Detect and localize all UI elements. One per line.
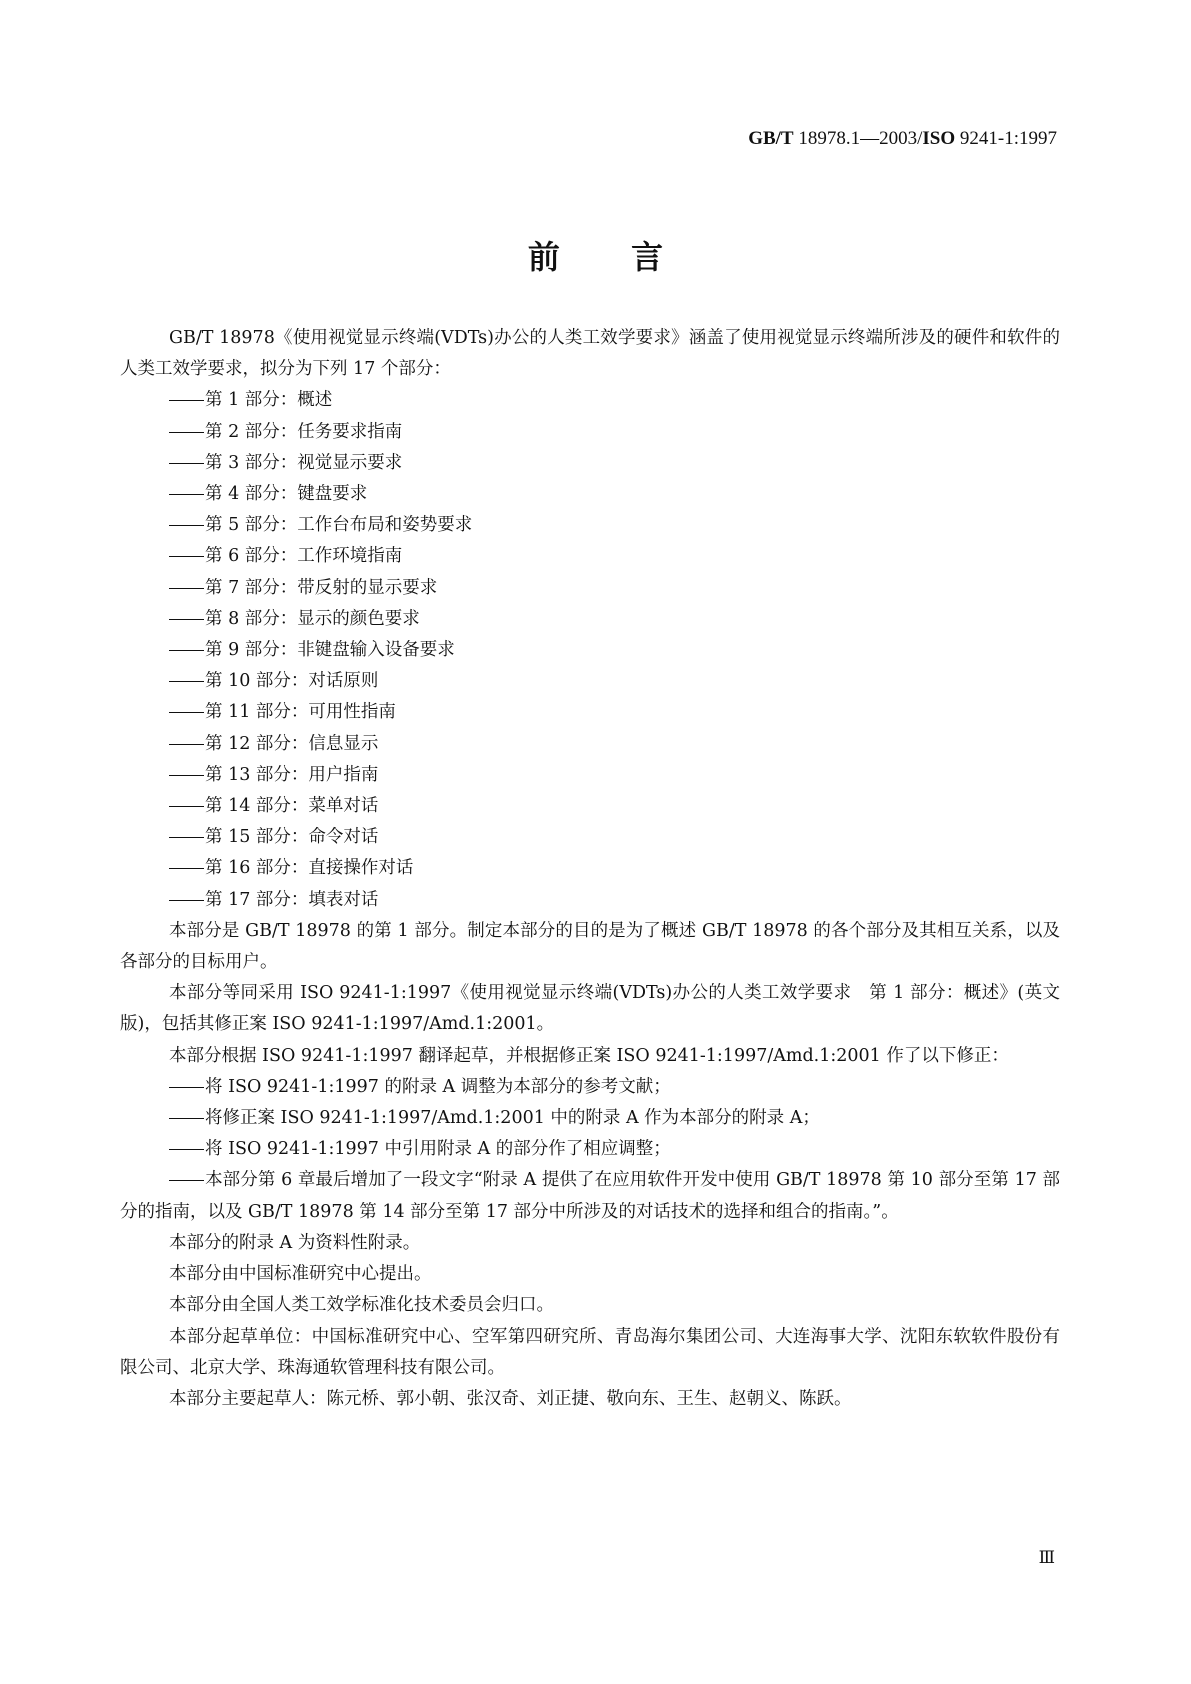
dash-mark	[169, 900, 204, 901]
list-item: 第 3 部分：视觉显示要求	[120, 448, 1060, 479]
dash-mark	[169, 1087, 204, 1088]
dash-mark	[169, 1180, 204, 1181]
dash-mark	[169, 494, 204, 495]
dash-mark	[169, 1149, 204, 1150]
parts-list	[120, 385, 1060, 915]
management-paragraph: 本部分由全国人类工效学标准化技术委员会归口。	[169, 1295, 554, 1316]
dash-mark	[169, 744, 204, 745]
dash-mark	[169, 400, 204, 401]
list-item: 第 1 部分：概述	[120, 385, 1060, 416]
list-item: 第 6 部分：工作环境指南	[120, 541, 1060, 572]
list-item: 第 16 部分：直接操作对话	[120, 853, 1060, 884]
standard-code	[748, 128, 1057, 150]
dash-mark	[169, 463, 204, 464]
list-item: 第 9 部分：非键盘输入设备要求	[120, 635, 1060, 666]
list-item: 第 2 部分：任务要求指南	[120, 417, 1060, 448]
standard-code-prefix: GB/T	[748, 128, 794, 149]
dash-mark	[169, 525, 204, 526]
dash-mark	[169, 1118, 204, 1119]
iso-code-number: 9241-1:1997	[959, 128, 1057, 149]
list-item: 本部分第 6 章最后增加了一段文字“附录 A 提供了在应用软件开发中使用 GB/T 18978 第 10 部分至第 17 部分的指南，以及 GB/T 18978 第 14 部分至第 17 部分中所涉及的对话技术的选择和组合的指南。”。	[120, 1170, 1060, 1222]
list-item: 第 12 部分：信息显示	[120, 729, 1060, 760]
adoption-paragraph: 本部分等同采用 ISO 9241-1:1997《使用视觉显示终端(VDTs)办公的人类工效学要求 第 1 部分：概述》(英文版)，包括其修正案 ISO 9241-1:1997/Amd.1:2001。	[120, 983, 1060, 1035]
foreword-body	[120, 323, 1060, 1415]
intro-paragraph: GB/T 18978《使用视觉显示终端(VDTs)办公的人类工效学要求》涵盖了使用视觉显示终端所涉及的硬件和软件的人类工效学要求，拟分为下列 17 个部分：	[120, 328, 1060, 380]
list-item: 第 5 部分：工作台布局和姿势要求	[120, 510, 1060, 541]
dash-mark	[169, 432, 204, 433]
annex-paragraph: 本部分的附录 A 为资料性附录。	[169, 1232, 421, 1253]
purpose-paragraph: 本部分是 GB/T 18978 的第 1 部分。制定本部分的目的是为了概述 GB/T 18978 的各个部分及其相互关系，以及各部分的目标用户。	[120, 920, 1060, 973]
drafting-units-paragraph: 本部分起草单位：中国标准研究中心、空军第四研究所、青岛海尔集团公司、大连海事大学、沈阳东软软件股份有限公司、北京大学、珠海通软管理科技有限公司。	[120, 1326, 1060, 1378]
standard-code-number: 18978.1—2003/	[798, 128, 923, 149]
list-item: 将修正案 ISO 9241-1:1997/Amd.1:2001 中的附录 A 作为本部分的附录 A；	[120, 1103, 1060, 1134]
list-item: 第 14 部分：菜单对话	[120, 791, 1060, 822]
dash-mark	[169, 868, 204, 869]
translation-paragraph: 本部分根据 ISO 9241-1:1997 翻译起草，并根据修正案 ISO 9241-1:1997/Amd.1:2001 作了以下修正：	[169, 1045, 1009, 1066]
list-item: 第 13 部分：用户指南	[120, 760, 1060, 791]
dash-mark	[169, 775, 204, 776]
dash-mark	[169, 712, 204, 713]
dash-mark	[169, 556, 204, 557]
list-item: 第 11 部分：可用性指南	[120, 697, 1060, 728]
list-item: 第 17 部分：填表对话	[120, 885, 1060, 916]
drafters-paragraph: 本部分主要起草人：陈元桥、郭小朝、张汉奇、刘正捷、敬向东、王生、赵朝义、陈跃。	[169, 1388, 852, 1409]
list-item: 第 10 部分：对话原则	[120, 666, 1060, 697]
dash-mark	[169, 681, 204, 682]
list-item: 第 7 部分：带反射的显示要求	[120, 573, 1060, 604]
list-item: 第 15 部分：命令对话	[120, 822, 1060, 853]
dash-mark	[169, 837, 204, 838]
list-item: 将 ISO 9241-1:1997 的附录 A 调整为本部分的参考文献；	[120, 1072, 1060, 1103]
page-title: 前 言	[527, 238, 694, 276]
dash-mark	[169, 650, 204, 651]
dash-mark	[169, 588, 204, 589]
list-item: 第 8 部分：显示的颜色要求	[120, 604, 1060, 635]
corrections-list	[120, 1072, 1060, 1228]
proposer-paragraph: 本部分由中国标准研究中心提出。	[169, 1264, 432, 1285]
iso-code-prefix: ISO	[922, 128, 956, 149]
page-number: Ⅲ	[1038, 1548, 1055, 1567]
list-item: 第 4 部分：键盘要求	[120, 479, 1060, 510]
dash-mark	[169, 619, 204, 620]
dash-mark	[169, 806, 204, 807]
list-item: 将 ISO 9241-1:1997 中引用附录 A 的部分作了相应调整；	[120, 1134, 1060, 1165]
